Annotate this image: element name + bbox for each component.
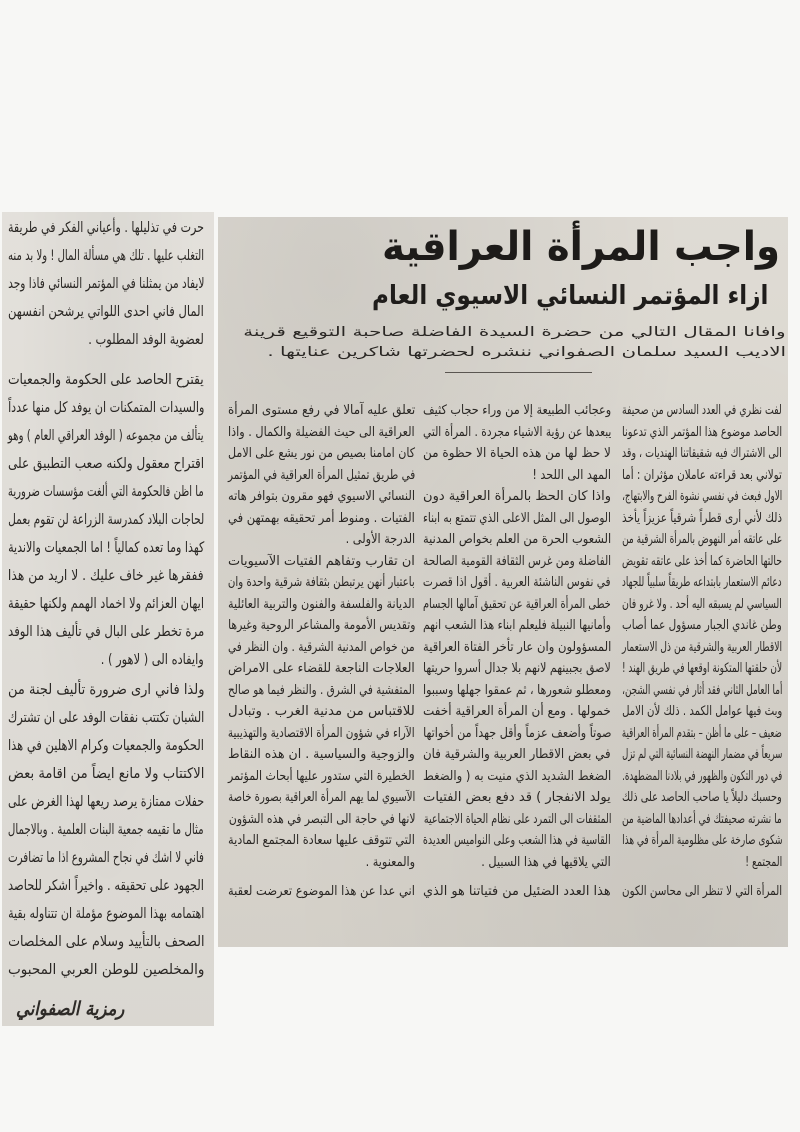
text-line: وعجائب الطبيعة إلا من وراء حجاب كثيف — [422, 403, 611, 418]
text-line: حفلات ممتازة يرصد ريعها لهذا الغرض على — [7, 794, 204, 810]
text-line: الى الاشتراك فيه شقيقاتنا الهنديات ، وقد — [622, 446, 782, 461]
text-line: الديانة والفلسفة والفنون والتربية العائلية — [228, 596, 415, 612]
text-line: والمعنوية . — [365, 854, 415, 870]
intro-line: وافانا المقال التالي من حضرة السيدة الفاضلة صاحبة التوقيع قرينة — [243, 325, 786, 340]
text-column — [8, 214, 204, 984]
text-line: العلاجات الناجعة للقضاء على الامراض — [228, 661, 415, 676]
text-line: كهذا وما تعده كمالياً ! اما الجمعيات والاندية — [7, 540, 204, 556]
text-line: وطن غاندي الجبار مسؤول عما أصاب — [622, 618, 782, 633]
text-line: تولاني بعد قراءته عاملان مؤثران : أما — [622, 467, 782, 483]
text-line: وأمانيها النبيلة فليعلم ابناء هذا الشعب انهم — [423, 618, 611, 633]
text-line: النسائي الاسيوي فهو مقرون بتوافر هاته — [227, 489, 415, 504]
text-line: يقترح الحاصد على الحكومة والجمعيات — [8, 372, 204, 388]
text-line: ومعطلو شعورها ، ثم عمقوا جهلها وسببوا — [422, 682, 611, 698]
text-line: لانها في حاجة الى التبصر في هذه الشؤون — [228, 811, 415, 827]
text-column — [622, 400, 782, 903]
text-line: المهد الى اللحد ! — [532, 467, 611, 483]
text-line: لا حظ لها من هذه الحياة الا حظوة من — [423, 446, 611, 461]
text-line: ضعيف – على ما أظن – بتقدم المرأة العراقية — [622, 725, 782, 741]
text-line: لفت نظري في العدد السادس من صحيفة — [622, 403, 782, 418]
text-line: مثال ما تقيمه جمعية البنات العلمية . وبالاجمال — [8, 822, 204, 838]
text-line: كان امامنا بصيص من نور يشع على الامل — [227, 446, 415, 461]
text-line: على عاتقه أمر النهوض بالمرأة الشرقية من — [621, 532, 782, 547]
text-line: الدرجة الأولى . — [345, 532, 415, 547]
text-line: التي يلاقيها في هذا السبيل . — [481, 854, 611, 870]
text-line: الشبان تكتتب نفقات الوفد على ان تشترك — [7, 710, 204, 726]
clipping-continuation — [2, 212, 214, 1026]
text-line: تعلق عليه آمالا في رفع مستوى المرأة — [227, 403, 415, 418]
text-line: وحسبك دليلاً يا صاحب الحاصد على ذلك — [622, 790, 782, 805]
text-line: اقتراح معقول ولكنه صعب التطبيق على — [7, 456, 204, 472]
text-line: هذا العدد الضئيل من فتياتنا هو الذي — [423, 884, 611, 899]
text-line: حالتها الحاضرة كما أخذ على عاتقه تقويض — [622, 553, 782, 569]
text-line: العراقية الى حيث الفضيلة والكمال . واذا — [228, 424, 415, 440]
column-separator — [445, 372, 592, 373]
text-line: باعتبار أنهن يرتبطن بثقافة شرقية واحدة وان — [228, 575, 415, 590]
text-line: صوتاً وأضعف عزماً وأقل جهداً من أخواتها — [422, 725, 611, 741]
text-line: يبعدها عن رؤية الاشياء مجردة . المرأة التي — [422, 424, 611, 440]
subheadline — [372, 278, 768, 314]
text-line: المثقفات الى التمرد على نظام الحياة الاجتماعية — [423, 811, 611, 827]
text-line: في طريق تمثيل المرأة العراقية في المؤتمر — [227, 467, 415, 483]
signature-block — [16, 996, 124, 1022]
text-line: حرت في تذليلها . وأعياني الفكر في طريقة — [8, 220, 204, 236]
text-line: خمولها . ومع أن المرأة العراقية أخفت — [423, 704, 611, 719]
text-line: دعائم الاستعمار بابتداعه طريقاً سلبياً للجهاد — [622, 575, 782, 590]
clipping-main — [218, 217, 788, 947]
text-line: وايفاده الى ( لاهور ) . — [100, 652, 204, 668]
text-line: وتقديس الأمومة والمشاعر الروحية وغيرها — [227, 618, 415, 633]
text-line: يتألف من مجموعه ( الوفد العراقي العام ) وهو — [8, 428, 204, 444]
text-line: الفتيات . ومنوط أمر تحقيقه بهمتهن في — [228, 510, 415, 526]
text-line: الاكتتاب ولا مانع ايضاً من اقامة بعض — [7, 766, 204, 782]
text-line: لايفاد من يمثلنا في المؤتمر النسائي فاذا وجد — [7, 276, 204, 292]
text-line: الحاصد موضوع هذا المؤتمر الذي تدعونا — [621, 424, 782, 440]
text-line: ففقرها غير خاف عليك . لا اريد من هذا — [8, 568, 204, 584]
text-line: الصحف بالتأييد وسلام على المخلصات — [7, 934, 204, 950]
text-column — [423, 400, 611, 903]
text-line: والسيدات المتمكنات ان يوفد كل منها عدداً — [7, 400, 204, 416]
text-line: ما نشرته صحيفتك في أعدادها الماضية من — [622, 811, 782, 827]
text-line: لحاجات البلاد كمدرسة الزراعة لن تقوم بعمل — [7, 512, 204, 528]
text-line: المال فاني احدى اللواتي يرشحن انفسهن — [8, 304, 204, 320]
text-line: شكوى صارخة على مظلومية المرأة في هذا — [621, 833, 782, 848]
article-subtitle: ازاء المؤتمر النسائي الاسيوي العام — [371, 281, 768, 311]
text-line: المجتمع ! — [745, 854, 782, 870]
text-line: التي تتوقف عليها سعادة المجتمع المادية — [228, 833, 415, 848]
text-line: اني عدا عن هذا الموضوع تعرضت لعقبة — [228, 884, 415, 899]
text-line: لعضوية الوفد المطلوب . — [88, 332, 204, 348]
text-line: ذلك لأني أرى قطراً شرقياً عزيزاً يأخذ — [621, 510, 782, 526]
text-line: في نفوس الناشئة العربية . أقول اذا قصرت — [423, 575, 611, 590]
text-line: التغلب عليها . تلك هي مسألة المال ! ولا بد منه — [7, 248, 204, 264]
author-signature: رمزية الصفواني — [15, 998, 124, 1020]
text-line: ايهان العزائم ولا اخماد الهمم ولكنها حقيقة — [8, 596, 204, 612]
text-line: المسؤولون وان عار تأخر الفتاة العراقية — [422, 639, 611, 655]
text-line: الجهود على تحقيقه . واخيراً اشكر للحاصد — [8, 878, 204, 894]
text-line: الاول فبعث في نفسي نشوة الفرح والابتهاج، — [621, 489, 782, 504]
text-line: يولد الانفجار ) قد دفع بعض الفتيات — [423, 790, 611, 805]
text-line: القاسية في هذا الشعب وعلى النواميس العديدة — [423, 833, 611, 848]
text-line: المرأة التي لا تنظر الى محاسن الكون — [621, 884, 782, 899]
editor-intro — [243, 323, 786, 363]
text-line: واذا كان الحظ بالمرأة العراقية دون — [423, 489, 611, 504]
article-title: واجب المرأة العراقية — [381, 224, 780, 270]
text-line: الاقطار العربية والشرقية من ذل الاستعمار — [621, 639, 782, 655]
text-line: الحكومة والجمعيات وكرام الاهلين في هذا — [8, 738, 204, 754]
text-line: الضغط الشديد الذي منيت به ( والضغط — [422, 768, 611, 784]
text-line: الخطيرة التي ستدور عليها أبحاث المؤتمر — [228, 768, 415, 784]
text-line: المتفشية في الشرق . والنظر فيما هو صالح — [228, 682, 415, 698]
text-line: الوصول الى المثل الاعلى الذي تتمتع به ابناء — [423, 510, 611, 526]
text-line: للاقتباس من مدنية الغرب . وتبادل — [228, 704, 415, 719]
text-line: وبث فيها عوامل الكمد . ذلك لأن الامل — [621, 704, 782, 719]
text-line: ان تقارب وتفاهم الفتيات الآسيويات — [228, 553, 415, 569]
text-line: في بعض الاقطار العربية والشرقية فان — [423, 747, 611, 762]
text-line: مرة تخطر على البال في تأليف هذا الوفد — [7, 624, 204, 640]
intro-line: الاديب السيد سلمان الصفواني ننشره لحضرتها شاكرين عنايتها . — [267, 345, 786, 360]
text-line: ما اظن فالحكومة التي ألغت مؤسسات ضرورية — [8, 484, 204, 500]
text-line: سريعاً في مضمار النهضة النسائية التي لم تزل — [621, 747, 782, 762]
text-line: لأن حلقتها المتكونة اوقعها في طريق الهند ! — [621, 661, 782, 676]
text-line: الفاضلة ومن غرس الثقافة القومية الصالحة — [422, 553, 611, 569]
text-line: فاني لا اشك في نجاح المشروع اذا ما تضافرت — [8, 850, 204, 866]
text-line: من خواص المدنية الشرقية . وان النظر في — [228, 639, 415, 655]
text-line: خطى المرأة العراقية عن تحقيق آمالها الجسام — [423, 596, 611, 612]
text-line: الشعوب الحرة من العلم بخواص المدنية — [422, 532, 611, 547]
text-line: أما العامل الثاني فقد أثار في نفسي الشجن، — [621, 682, 782, 698]
text-line: في دور التكون والظهور في بلادنا المضطهدة. — [621, 768, 782, 784]
text-line: اهتمامه بهذا الموضوع مؤملة ان تتناوله بقية — [7, 906, 204, 922]
headline — [382, 222, 780, 272]
text-column — [228, 400, 415, 903]
text-line: ولذا فاني ارى ضرورة تأليف لجنة من — [7, 682, 204, 698]
text-line: لاصق بجبينهم لانهم بلا جدال أسروا حريتها — [423, 661, 611, 676]
text-line: والزوجية والسياسية . ان هذه النقاط — [228, 747, 415, 762]
text-line: الآسيوي لما يهم المرأة العراقية بصورة خاصة — [227, 790, 415, 805]
text-line: السياسي لم يسبقه اليه أحد . ولا غرو فان — [622, 596, 782, 612]
text-line: الآراء في شؤون المرأة الاقتصادية والتهذيبية — [228, 725, 415, 741]
text-line: والمخلصين للوطن العربي المحبوب — [7, 962, 204, 978]
